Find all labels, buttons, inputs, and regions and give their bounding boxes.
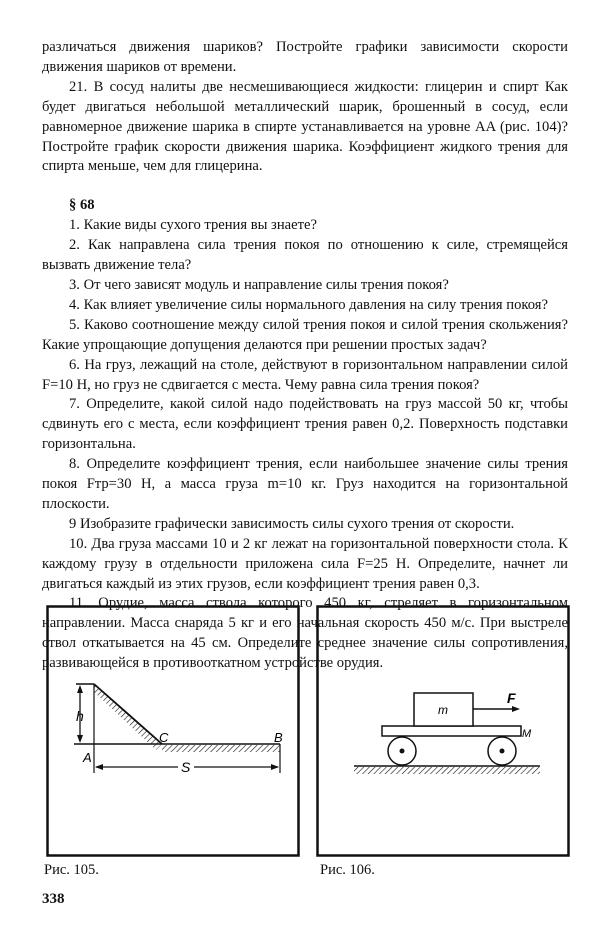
question-10: 10. Два груза массами 10 и 2 кг лежат на горизонтальной поверхности стола. К каждому грузу в отдельности приложена сила F=25 Н. Определите, начнет ли двигаться каждый из этих грузов, если коэффициент трения равен 0,3. xyxy=(42,535,568,592)
cart-diagram xyxy=(316,605,570,857)
label-b: B xyxy=(274,730,283,745)
figure-106 xyxy=(316,605,570,857)
label-a: A xyxy=(83,750,92,765)
label-h: h xyxy=(76,708,84,724)
question-7: 7. Определите, какой силой надо подействовать на груз массой 50 кг, чтобы сдвинуть его с места, если коэффициент трения равен 0,2. Поверхность подставки горизонтальна. xyxy=(42,396,568,453)
problem-21: 21. В сосуд налиты две несмешивающиеся жидкости: глицерин и спирт Как будет двигаться небольшой металлический шарик, брошенный в сосуд, если равномерное движение шарика в спирте устанавливается на уровне AA (рис. 104)? Постройте график скорости движения шарика. Коэффициент жидкого трения для спирта меньше, чем для глицерина. xyxy=(42,78,568,175)
figure-105-caption: Рис. 105. xyxy=(44,862,99,878)
question-5: 5. Каково соотношение между силой трения покоя и силой трения скольжения? Какие упрощающие допущения делаются при решении простых задач? xyxy=(42,316,568,353)
figure-105 xyxy=(46,605,300,857)
question-1: 1. Какие виды сухого трения вы знаете? xyxy=(69,217,317,234)
question-4: 4. Как влияет увеличение силы нормального давления на силу трения покоя? xyxy=(69,296,548,313)
question-6: 6. На груз, лежащий на столе, действуют в горизонтальном направлении силой F=10 Н, но груз не сдвигается с места. Чему равна сила трения покоя? xyxy=(42,356,568,393)
question-9: 9 Изобразите графически зависимость силы сухого трения от скорости. xyxy=(69,515,515,532)
question-3: 3. От чего зависят модуль и направление силы трения покоя? xyxy=(69,276,449,293)
label-big-m: M xyxy=(522,728,532,740)
label-f: F xyxy=(507,690,516,706)
page-number: 338 xyxy=(42,891,65,907)
label-c: C xyxy=(159,730,169,745)
incline-diagram xyxy=(46,605,300,857)
paragraph-continuation: различаться движения шариков? Постройте графики зависимости скорости движения шариков от времени. xyxy=(42,39,568,75)
question-2: 2. Как направлена сила трения покоя по отношению к силе, стремящейся вызвать движение тела? xyxy=(42,237,568,274)
label-m: m xyxy=(438,703,448,717)
figure-106-caption: Рис. 106. xyxy=(320,862,375,878)
question-11: 11. Орудие, масса ствола которого 450 кг, стреляет в горизонтальном направлении. Масса снаряда 5 кг и его начальная скорость 450 м/с. При выстреле ствол откатывается на 45 см. Определите среднее значение силы сопротивления, развивающейся в противооткатном устройстве орудия. xyxy=(42,595,568,672)
page-text xyxy=(42,38,568,674)
question-8: 8. Определите коэффициент трения, если наибольшее значение силы трения покоя Fтр=30 Н, а масса груза m=10 кг. Груз находится на горизонтальной плоскости. xyxy=(42,456,568,512)
section-heading: § 68 xyxy=(69,197,95,214)
label-s: S xyxy=(181,759,191,775)
